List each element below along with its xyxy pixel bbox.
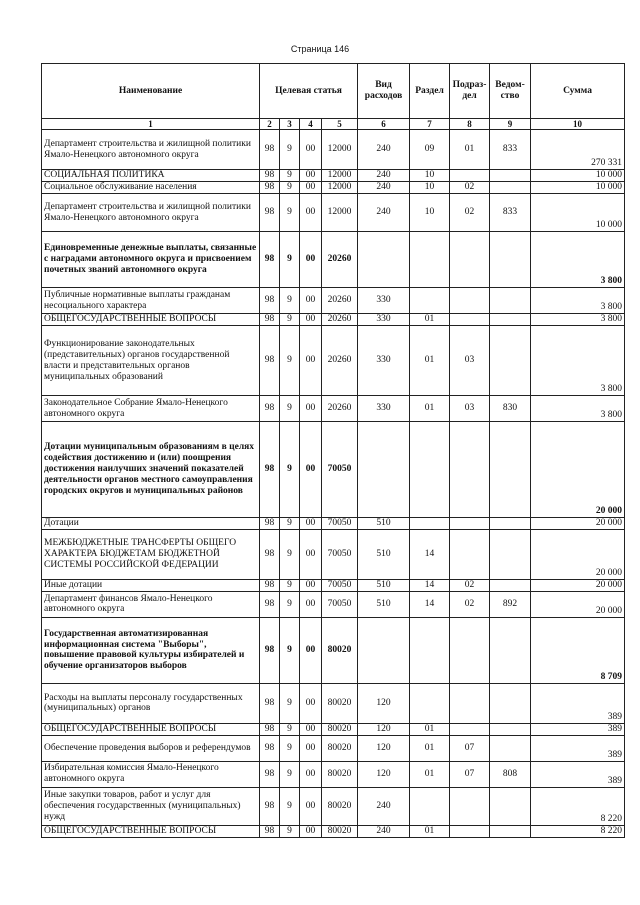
expense-type: 240 — [358, 182, 410, 194]
target-code-2: 9 — [280, 170, 300, 182]
table-row — [42, 396, 625, 422]
row-name: Публичные нормативные выплаты гражданам несоциального характера — [42, 288, 260, 314]
subsection — [450, 530, 490, 580]
table-row — [42, 170, 625, 182]
section: 01 — [410, 314, 450, 326]
row-name: ОБЩЕГОСУДАРСТВЕННЫЕ ВОПРОСЫ — [42, 314, 260, 326]
row-sum: 8 220 — [531, 787, 625, 825]
table-row — [42, 314, 625, 326]
target-code-1: 98 — [260, 723, 280, 735]
expense-type: 120 — [358, 761, 410, 787]
column-number: 2 — [260, 119, 280, 130]
target-code-2: 9 — [280, 591, 300, 617]
row-name: ОБЩЕГОСУДАРСТВЕННЫЕ ВОПРОСЫ — [42, 723, 260, 735]
row-name: Социальное обслуживание населения — [42, 182, 260, 194]
target-code-4: 20260 — [322, 232, 358, 288]
department-code — [490, 182, 531, 194]
table-row — [42, 735, 625, 761]
column-number: 3 — [280, 119, 300, 130]
subsection — [450, 825, 490, 837]
target-code-3: 00 — [300, 723, 322, 735]
row-name: Расходы на выплаты персоналу государственных (муниципальных) органов — [42, 683, 260, 723]
table-row — [42, 518, 625, 530]
row-sum: 8 220 — [531, 825, 625, 837]
target-code-3: 00 — [300, 787, 322, 825]
header-sum: Сумма — [531, 64, 625, 119]
target-code-1: 98 — [260, 194, 280, 232]
target-code-4: 70050 — [322, 580, 358, 592]
target-code-3: 00 — [300, 130, 322, 170]
target-code-2: 9 — [280, 194, 300, 232]
target-code-3: 00 — [300, 580, 322, 592]
section: 14 — [410, 530, 450, 580]
target-code-2: 9 — [280, 580, 300, 592]
target-code-4: 12000 — [322, 194, 358, 232]
subsection — [450, 422, 490, 518]
table-row — [42, 130, 625, 170]
target-code-3: 00 — [300, 288, 322, 314]
expense-type: 240 — [358, 825, 410, 837]
target-code-1: 98 — [260, 422, 280, 518]
table-row — [42, 761, 625, 787]
section — [410, 232, 450, 288]
table-row — [42, 194, 625, 232]
target-code-2: 9 — [280, 825, 300, 837]
row-name: Государственная автоматизированная информационная система "Выборы", повышение правовой культуры избирателей и обучение организаторов выборов — [42, 617, 260, 683]
target-code-3: 00 — [300, 518, 322, 530]
row-sum: 20 000 — [531, 530, 625, 580]
target-code-4: 70050 — [322, 518, 358, 530]
target-code-1: 98 — [260, 530, 280, 580]
row-sum: 389 — [531, 723, 625, 735]
department-code — [490, 787, 531, 825]
row-sum: 8 709 — [531, 617, 625, 683]
department-code — [490, 735, 531, 761]
subsection: 03 — [450, 326, 490, 396]
target-code-3: 00 — [300, 735, 322, 761]
header-expense-type: Вид расходов — [358, 64, 410, 119]
row-sum: 3 800 — [531, 396, 625, 422]
header-row — [42, 64, 625, 119]
target-code-1: 98 — [260, 825, 280, 837]
department-code: 833 — [490, 194, 531, 232]
target-code-4: 80020 — [322, 683, 358, 723]
row-name: Департамент строительства и жилищной политики Ямало-Ненецкого автономного округа — [42, 130, 260, 170]
department-code — [490, 530, 531, 580]
subsection: 01 — [450, 130, 490, 170]
target-code-4: 12000 — [322, 170, 358, 182]
row-sum: 20 000 — [531, 422, 625, 518]
target-code-2: 9 — [280, 232, 300, 288]
department-code — [490, 288, 531, 314]
target-code-1: 98 — [260, 617, 280, 683]
department-code: 892 — [490, 591, 531, 617]
expense-type: 240 — [358, 787, 410, 825]
target-code-2: 9 — [280, 182, 300, 194]
row-sum: 389 — [531, 735, 625, 761]
department-code — [490, 683, 531, 723]
subsection — [450, 723, 490, 735]
target-code-2: 9 — [280, 314, 300, 326]
expense-type: 330 — [358, 288, 410, 314]
subsection: 03 — [450, 396, 490, 422]
department-code — [490, 723, 531, 735]
column-number: 7 — [410, 119, 450, 130]
subsection: 02 — [450, 194, 490, 232]
expense-type: 240 — [358, 130, 410, 170]
target-code-4: 20260 — [322, 396, 358, 422]
target-code-1: 98 — [260, 130, 280, 170]
target-code-2: 9 — [280, 326, 300, 396]
expense-type: 330 — [358, 314, 410, 326]
department-code — [490, 617, 531, 683]
table-body — [42, 130, 625, 837]
row-name: Функционирование законодательных (представительных) органов государственной власти и представительных органов муниципальных образований — [42, 326, 260, 396]
section — [410, 422, 450, 518]
target-code-1: 98 — [260, 580, 280, 592]
department-code — [490, 422, 531, 518]
target-code-4: 70050 — [322, 422, 358, 518]
target-code-1: 98 — [260, 232, 280, 288]
row-sum: 20 000 — [531, 580, 625, 592]
section — [410, 288, 450, 314]
row-name: Обеспечение проведения выборов и референдумов — [42, 735, 260, 761]
target-code-1: 98 — [260, 787, 280, 825]
target-code-1: 98 — [260, 735, 280, 761]
table-row — [42, 288, 625, 314]
expense-type: 240 — [358, 170, 410, 182]
subsection — [450, 518, 490, 530]
target-code-2: 9 — [280, 130, 300, 170]
row-sum: 20 000 — [531, 591, 625, 617]
table-row — [42, 326, 625, 396]
department-code — [490, 518, 531, 530]
target-code-2: 9 — [280, 683, 300, 723]
target-code-2: 9 — [280, 761, 300, 787]
target-code-4: 80020 — [322, 761, 358, 787]
target-code-1: 98 — [260, 761, 280, 787]
row-name: Дотации — [42, 518, 260, 530]
section: 10 — [410, 194, 450, 232]
row-name: Департамент строительства и жилищной политики Ямало-Ненецкого автономного округа — [42, 194, 260, 232]
section: 14 — [410, 580, 450, 592]
target-code-4: 20260 — [322, 288, 358, 314]
table-row — [42, 825, 625, 837]
target-code-4: 12000 — [322, 130, 358, 170]
table-row — [42, 787, 625, 825]
column-number: 9 — [490, 119, 531, 130]
row-sum: 3 800 — [531, 314, 625, 326]
section: 14 — [410, 591, 450, 617]
subsection: 07 — [450, 735, 490, 761]
target-code-4: 80020 — [322, 825, 358, 837]
subsection — [450, 617, 490, 683]
row-sum: 389 — [531, 761, 625, 787]
section: 10 — [410, 182, 450, 194]
table-row — [42, 591, 625, 617]
target-code-3: 00 — [300, 530, 322, 580]
target-code-2: 9 — [280, 396, 300, 422]
department-code — [490, 326, 531, 396]
target-code-1: 98 — [260, 182, 280, 194]
expense-type: 510 — [358, 530, 410, 580]
column-number: 5 — [322, 119, 358, 130]
expense-type: 330 — [358, 326, 410, 396]
column-number: 10 — [531, 119, 625, 130]
row-sum: 3 800 — [531, 326, 625, 396]
row-sum: 10 000 — [531, 194, 625, 232]
department-code: 808 — [490, 761, 531, 787]
department-code — [490, 580, 531, 592]
row-name: Иные закупки товаров, работ и услуг для обеспечения государственных (муниципальных) нужд — [42, 787, 260, 825]
expense-type: 120 — [358, 735, 410, 761]
table-row — [42, 683, 625, 723]
target-code-4: 20260 — [322, 314, 358, 326]
page-header: Страница 146 — [290, 44, 350, 54]
target-code-4: 70050 — [322, 530, 358, 580]
target-code-3: 00 — [300, 170, 322, 182]
target-code-3: 00 — [300, 761, 322, 787]
expense-type: 510 — [358, 518, 410, 530]
target-code-1: 98 — [260, 326, 280, 396]
row-name: СОЦИАЛЬНАЯ ПОЛИТИКА — [42, 170, 260, 182]
target-code-4: 80020 — [322, 723, 358, 735]
subsection — [450, 288, 490, 314]
row-name: Дотации муниципальным образованиям в целях содействия достижению и (или) поощрения достижения наилучших значений показателей деятельности органов местного самоуправления городских округов и муниципальных районов — [42, 422, 260, 518]
department-code: 833 — [490, 130, 531, 170]
row-name: Единовременные денежные выплаты, связанные с наградами автономного округа и присвоением почетных званий автономного округа — [42, 232, 260, 288]
target-code-2: 9 — [280, 288, 300, 314]
target-code-1: 98 — [260, 591, 280, 617]
target-code-2: 9 — [280, 617, 300, 683]
subsection — [450, 170, 490, 182]
expense-type — [358, 422, 410, 518]
column-number-row — [42, 119, 625, 130]
target-code-3: 00 — [300, 232, 322, 288]
section: 09 — [410, 130, 450, 170]
expense-type: 240 — [358, 194, 410, 232]
row-name: Законодательное Собрание Ямало-Ненецкого автономного округа — [42, 396, 260, 422]
target-code-4: 20260 — [322, 326, 358, 396]
section — [410, 617, 450, 683]
section: 01 — [410, 761, 450, 787]
section: 01 — [410, 825, 450, 837]
table-row — [42, 232, 625, 288]
expense-type: 120 — [358, 723, 410, 735]
target-code-2: 9 — [280, 787, 300, 825]
department-code — [490, 314, 531, 326]
target-code-1: 98 — [260, 288, 280, 314]
column-number: 1 — [42, 119, 260, 130]
subsection: 02 — [450, 182, 490, 194]
row-sum: 10 000 — [531, 182, 625, 194]
target-code-3: 00 — [300, 683, 322, 723]
target-code-4: 80020 — [322, 617, 358, 683]
target-code-3: 00 — [300, 617, 322, 683]
target-code-1: 98 — [260, 683, 280, 723]
row-name: Иные дотации — [42, 580, 260, 592]
target-code-2: 9 — [280, 735, 300, 761]
budget-table — [41, 63, 625, 838]
row-name: МЕЖБЮДЖЕТНЫЕ ТРАНСФЕРТЫ ОБЩЕГО ХАРАКТЕРА БЮДЖЕТАМ БЮДЖЕТНОЙ СИСТЕМЫ РОССИЙСКОЙ ФЕДЕРАЦИИ — [42, 530, 260, 580]
target-code-3: 00 — [300, 194, 322, 232]
row-name: ОБЩЕГОСУДАРСТВЕННЫЕ ВОПРОСЫ — [42, 825, 260, 837]
column-number: 8 — [450, 119, 490, 130]
subsection: 02 — [450, 591, 490, 617]
expense-type — [358, 617, 410, 683]
subsection: 02 — [450, 580, 490, 592]
target-code-2: 9 — [280, 723, 300, 735]
target-code-4: 70050 — [322, 591, 358, 617]
expense-type: 510 — [358, 591, 410, 617]
table-row — [42, 580, 625, 592]
table-row — [42, 422, 625, 518]
section — [410, 787, 450, 825]
row-name: Избирательная комиссия Ямало-Ненецкого автономного округа — [42, 761, 260, 787]
section: 10 — [410, 170, 450, 182]
section: 01 — [410, 723, 450, 735]
row-sum: 10 000 — [531, 170, 625, 182]
department-code — [490, 825, 531, 837]
header-target-article: Целевая статья — [260, 64, 358, 119]
table-row — [42, 723, 625, 735]
table-row — [42, 530, 625, 580]
row-sum: 270 331 — [531, 130, 625, 170]
subsection — [450, 314, 490, 326]
department-code — [490, 170, 531, 182]
row-sum: 389 — [531, 683, 625, 723]
column-number: 6 — [358, 119, 410, 130]
section: 01 — [410, 326, 450, 396]
row-sum: 3 800 — [531, 288, 625, 314]
target-code-2: 9 — [280, 422, 300, 518]
expense-type: 120 — [358, 683, 410, 723]
section — [410, 518, 450, 530]
subsection — [450, 232, 490, 288]
department-code: 830 — [490, 396, 531, 422]
target-code-3: 00 — [300, 825, 322, 837]
table-row — [42, 617, 625, 683]
target-code-2: 9 — [280, 518, 300, 530]
subsection — [450, 787, 490, 825]
target-code-2: 9 — [280, 530, 300, 580]
header-subsection: Подраз- дел — [450, 64, 490, 119]
target-code-4: 80020 — [322, 735, 358, 761]
section: 01 — [410, 735, 450, 761]
row-sum: 3 800 — [531, 232, 625, 288]
section — [410, 683, 450, 723]
target-code-3: 00 — [300, 182, 322, 194]
target-code-1: 98 — [260, 396, 280, 422]
header-name: Наименование — [42, 64, 260, 119]
target-code-3: 00 — [300, 396, 322, 422]
expense-type: 510 — [358, 580, 410, 592]
table-row — [42, 182, 625, 194]
target-code-4: 12000 — [322, 182, 358, 194]
header-department: Ведом- ство — [490, 64, 531, 119]
department-code — [490, 232, 531, 288]
target-code-1: 98 — [260, 314, 280, 326]
target-code-3: 00 — [300, 422, 322, 518]
expense-type — [358, 232, 410, 288]
target-code-1: 98 — [260, 518, 280, 530]
target-code-3: 00 — [300, 326, 322, 396]
expense-type: 330 — [358, 396, 410, 422]
section: 01 — [410, 396, 450, 422]
target-code-3: 00 — [300, 591, 322, 617]
row-sum: 20 000 — [531, 518, 625, 530]
target-code-3: 00 — [300, 314, 322, 326]
subsection: 07 — [450, 761, 490, 787]
subsection — [450, 683, 490, 723]
target-code-4: 80020 — [322, 787, 358, 825]
row-name: Департамент финансов Ямало-Ненецкого автономного округа — [42, 591, 260, 617]
header-section: Раздел — [410, 64, 450, 119]
target-code-1: 98 — [260, 170, 280, 182]
column-number: 4 — [300, 119, 322, 130]
